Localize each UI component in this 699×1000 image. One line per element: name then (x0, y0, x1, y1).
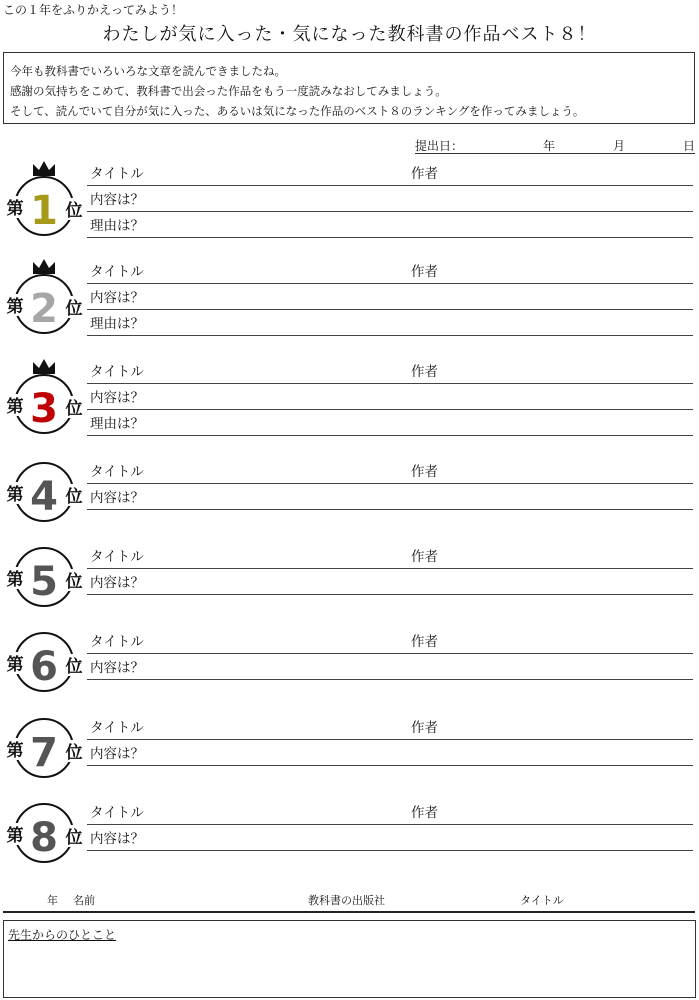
content-label: 内容は？ (90, 746, 144, 762)
title-field[interactable] (87, 260, 693, 284)
content-field[interactable] (87, 188, 693, 212)
submit-date-label: 提出日： (415, 139, 464, 153)
rank-badge-7 (3, 702, 83, 782)
rank-suffix: 位 (65, 399, 83, 419)
intro-line-1: 今年も教科書でいろいろな文章を読んできましたね。 (10, 64, 286, 78)
rank-number: 3 (30, 386, 58, 432)
content-field[interactable] (87, 656, 693, 680)
rank-suffix: 位 (65, 299, 83, 319)
title-field[interactable] (87, 460, 693, 484)
rank-prefix: 第 (6, 570, 24, 590)
rank-prefix: 第 (6, 199, 24, 219)
submission-date-row[interactable] (415, 137, 695, 154)
author-label: 作者 (411, 720, 438, 736)
content-field[interactable] (87, 286, 693, 310)
title-field[interactable] (87, 801, 693, 825)
page-title: わたしが気に入った・気になった教科書の作品ベスト８！ (102, 24, 597, 45)
rank-prefix: 第 (6, 397, 24, 417)
rank-number: 1 (30, 188, 58, 234)
footer-name-label: 名前 (73, 894, 95, 907)
content-label: 内容は？ (90, 660, 144, 676)
reason-label: 理由は？ (90, 316, 144, 332)
crown-icon (33, 359, 55, 374)
header-small-title: この１年をふりかえってみよう！ (3, 3, 184, 17)
date-year-label: 年 (543, 139, 556, 153)
rank-badge-2 (3, 258, 83, 338)
reason-label: 理由は？ (90, 416, 144, 432)
author-label: 作者 (411, 166, 438, 182)
date-day-label: 日 (683, 139, 696, 153)
crown-icon (33, 259, 55, 274)
title-field[interactable] (87, 545, 693, 569)
rank-badge-graphic (3, 531, 83, 611)
reason-field[interactable] (87, 412, 693, 436)
content-label: 内容は？ (90, 575, 144, 591)
content-field[interactable] (87, 742, 693, 766)
content-field[interactable] (87, 386, 693, 410)
rank-suffix: 位 (65, 743, 83, 763)
teacher-comment-box[interactable] (3, 920, 696, 998)
rank-prefix: 第 (6, 741, 24, 761)
title-label: タイトル (90, 364, 144, 380)
rank-prefix: 第 (6, 826, 24, 846)
rank-badge-4 (3, 446, 83, 526)
rank-suffix: 位 (65, 487, 83, 507)
rank-badge-1 (3, 160, 83, 240)
reason-field[interactable] (87, 312, 693, 336)
rank-badge-5 (3, 531, 83, 611)
content-label: 内容は？ (90, 192, 144, 208)
content-field[interactable] (87, 571, 693, 595)
content-field[interactable] (87, 827, 693, 851)
rank-badge-graphic (3, 787, 83, 867)
rank-badge-6 (3, 616, 83, 696)
rank-badge-graphic (3, 160, 83, 240)
rank-badge-8 (3, 787, 83, 867)
intro-line-3: そして、読んでいて自分が気に入った、あるいは気になった作品のベスト８のランキングを作ってみましょう。 (10, 104, 585, 118)
title-label: タイトル (90, 464, 144, 480)
content-label: 内容は？ (90, 390, 144, 406)
author-label: 作者 (411, 805, 438, 821)
rank-number: 2 (30, 286, 58, 332)
title-label: タイトル (90, 720, 144, 736)
rank-prefix: 第 (6, 297, 24, 317)
content-label: 内容は？ (90, 831, 144, 847)
intro-box (3, 52, 695, 124)
footer-info-row[interactable] (3, 892, 695, 913)
title-field[interactable] (87, 630, 693, 654)
title-label: タイトル (90, 805, 144, 821)
title-label: タイトル (90, 166, 144, 182)
title-field[interactable] (87, 360, 693, 384)
crown-icon (33, 161, 55, 176)
footer-year-label: 年 (47, 894, 58, 907)
rank-badge-graphic (3, 446, 83, 526)
teacher-comment-label: 先生からのひとこと (8, 928, 117, 942)
content-label: 内容は？ (90, 490, 144, 506)
rank-prefix: 第 (6, 655, 24, 675)
title-field[interactable] (87, 162, 693, 186)
rank-suffix: 位 (65, 572, 83, 592)
rank-number: 8 (30, 815, 58, 861)
rank-suffix: 位 (65, 828, 83, 848)
rank-suffix: 位 (65, 657, 83, 677)
date-month-label: 月 (613, 139, 626, 153)
rank-prefix: 第 (6, 485, 24, 505)
title-label: タイトル (90, 264, 144, 280)
title-label: タイトル (90, 549, 144, 565)
content-label: 内容は？ (90, 290, 144, 306)
author-label: 作者 (411, 634, 438, 650)
rank-number: 4 (30, 474, 58, 520)
content-field[interactable] (87, 486, 693, 510)
author-label: 作者 (411, 264, 438, 280)
intro-line-2: 感謝の気持ちをこめて、教科書で出会った作品をもう一度読みなおしてみましょう。 (10, 84, 447, 98)
title-label: タイトル (90, 634, 144, 650)
reason-label: 理由は？ (90, 218, 144, 234)
rank-badge-3 (3, 358, 83, 438)
author-label: 作者 (411, 549, 438, 565)
rank-suffix: 位 (65, 201, 83, 221)
rank-badge-graphic (3, 702, 83, 782)
author-label: 作者 (411, 364, 438, 380)
reason-field[interactable] (87, 214, 693, 238)
rank-number: 7 (30, 730, 58, 776)
footer-title-label: タイトル (520, 894, 564, 907)
rank-number: 5 (30, 559, 58, 605)
title-field[interactable] (87, 716, 693, 740)
rank-badge-graphic (3, 616, 83, 696)
rank-badge-graphic (3, 358, 83, 438)
rank-badge-graphic (3, 258, 83, 338)
author-label: 作者 (411, 464, 438, 480)
rank-number: 6 (30, 644, 58, 690)
footer-publisher-label: 教科書の出版社 (308, 894, 385, 907)
